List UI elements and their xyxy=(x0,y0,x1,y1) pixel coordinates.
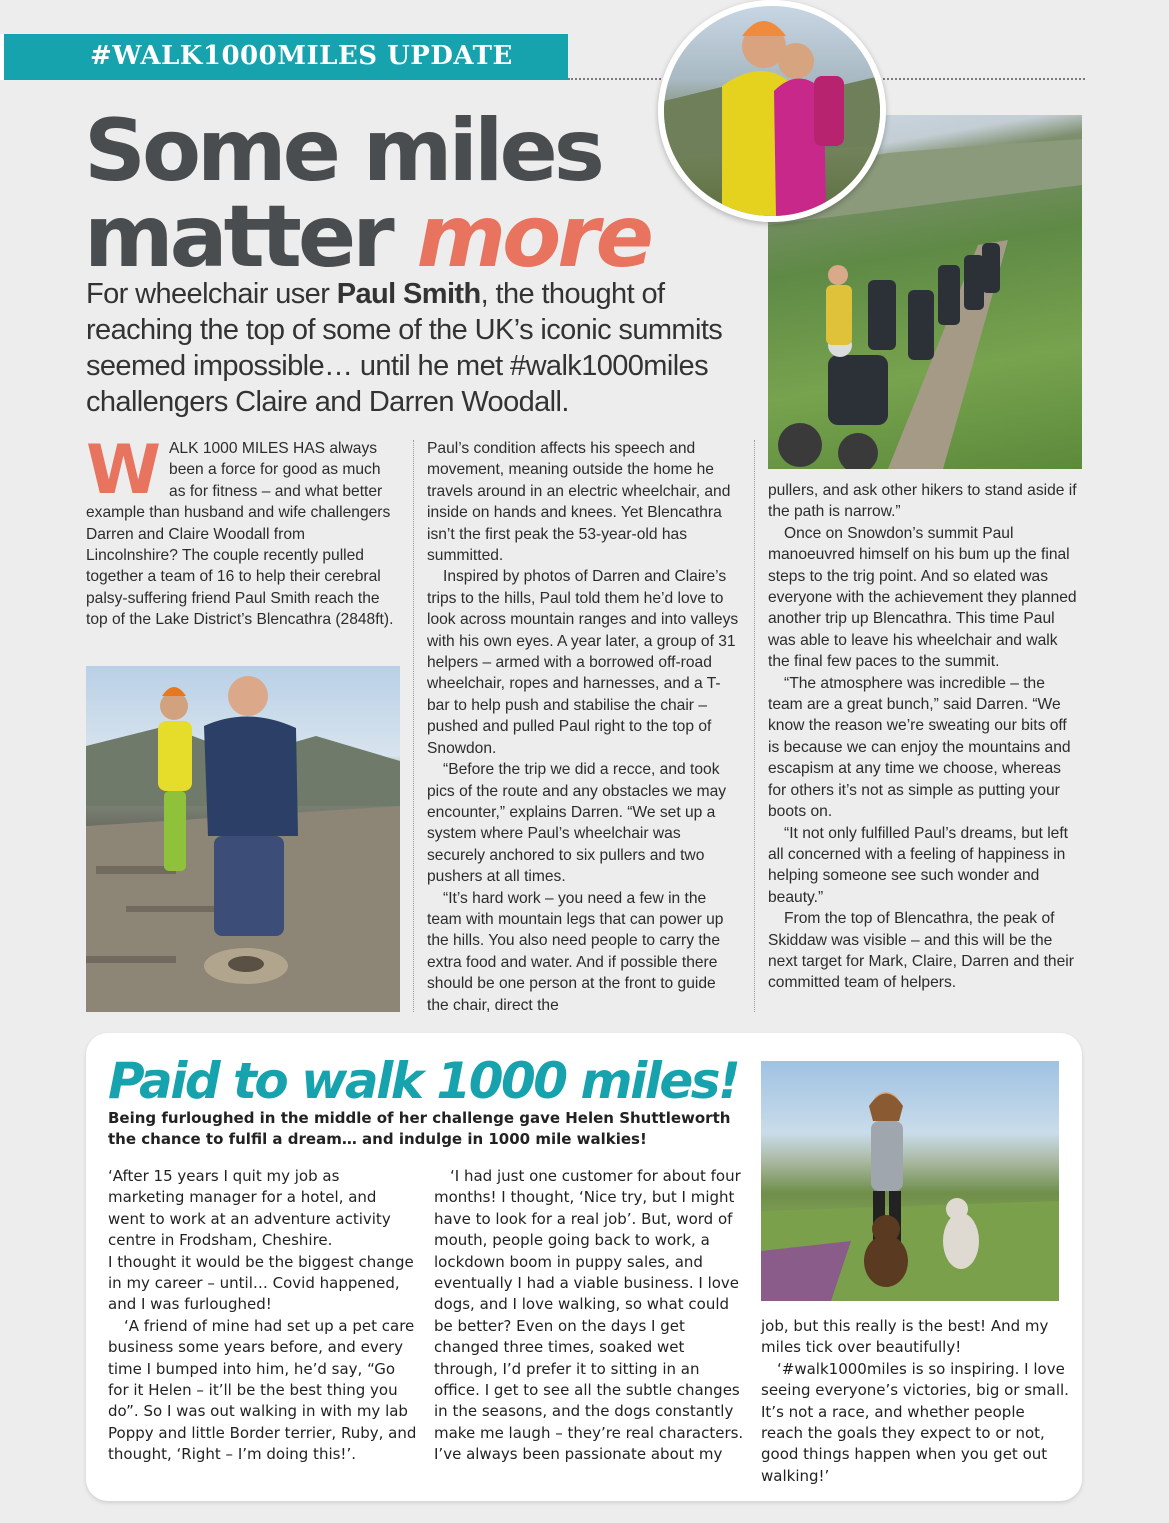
article-paragraph: “Before the trip we did a recce, and took pics of the route and any obstacles we may encounter,” explains Darren. “We set up a system where Paul’s wheelchair was securely anchored to six pullers and two pushers at all times. xyxy=(427,761,727,886)
article-paragraph: Once on Snowdon’s summit Paul manoeuvred himself on his bum up the final steps to the trig point. And so elated was everyone with the achievement they planned another trip up Blencathra. This time Paul was able to leave his wheelchair and walk the final few paces to the summit. xyxy=(768,524,1077,671)
column-divider xyxy=(413,440,414,1012)
boxout-paragraph: ‘I had just one customer for about four months! I thought, ‘Nice try, but I might have to look for a real job’. But, word of mouth, people going back to work, a lockdown boom in puppy sales, and eventually I had a viable business. I love dogs, and I love walking, so what could be better? Even on the days I get changed three times, soaked wet through, I’d prefer it to sitting in an office. I get to see all the subtle changes in the seasons, and the dogs constantly make me laugh – they’re real characters. I’ve always been passionate about my xyxy=(434,1167,744,1464)
article-paragraph: From the top of Blencathra, the peak of Skiddaw was visible – and this will be the next target for Mark, Claire, Darren and their committed team of helpers. xyxy=(768,910,1074,992)
standfirst xyxy=(86,276,746,420)
standfirst-before: For wheelchair user xyxy=(86,278,337,310)
headline-line2 xyxy=(84,187,650,287)
headline-line1: Some miles xyxy=(84,101,601,201)
boxout-paragraph: job, but this really is the best! And my miles tick over beautifully! xyxy=(761,1317,1049,1357)
summit-photo xyxy=(86,666,400,1012)
couple-portrait-photo xyxy=(658,0,886,222)
article-paragraph: “The atmosphere was incredible – the team are a great bunch,” said Darren. “We know the reason we’re sweating our bits off is because we can enjoy the mountains and escapism at any time we choose, whereas for others it’s not as simple as putting your boots on. xyxy=(768,674,1071,821)
article-column-3 xyxy=(768,480,1078,994)
boxout-column-1 xyxy=(108,1166,418,1466)
headline xyxy=(84,101,650,287)
standfirst-name: Paul Smith xyxy=(336,278,481,310)
summit-illustration xyxy=(86,666,400,1012)
helen-with-dogs-photo xyxy=(761,1061,1059,1301)
boxout-paragraph: ‘After 15 years I quit my job as marketing manager for a hotel, and went to work at an adventure activity centre in Frodsham, Cheshire. xyxy=(108,1167,391,1250)
headline-plain: matter xyxy=(84,187,417,287)
article-paragraph: pullers, and ask other hikers to stand aside if the path is narrow.” xyxy=(768,482,1077,521)
boxout-paragraph: ‘#walk1000miles is so inspiring. I love seeing everyone’s victories, big or small. It’s not a race, and whether people reach the goals they expect to or not, good things happen when you get out walking!’ xyxy=(761,1359,1069,1485)
boxout-intro: Being furloughed in the middle of her challenge gave Helen Shuttleworth the chance to fulfil a dream… and indulge in 1000 mile walkies! xyxy=(108,1109,731,1148)
drop-cap: W xyxy=(86,431,162,510)
article-column-2 xyxy=(427,438,741,1016)
boxout-column-2 xyxy=(434,1166,744,1466)
section-tag: #WALK1000MILES UPDATE xyxy=(90,41,513,71)
article-opening-text: ALK 1000 MILES HAS always been a force for good as much as for fitness – and what better example than husband and wife challengers Darren and Claire Woodall from Lincolnshire? The couple recently pulled together a team of 16 to help their cerebral palsy-suffering friend Paul Smith reach the top of the Lake District’s Blencathra (2848ft). xyxy=(86,440,394,629)
standfirst-after: , the thought of reaching the top of some of the UK’s iconic summits seemed impossible… until he met #walk1000miles challengers Claire and Darren Woodall. xyxy=(86,278,723,418)
article-paragraph xyxy=(86,431,398,631)
couple-illustration xyxy=(664,6,880,216)
headline-accent: more xyxy=(416,187,650,287)
section-tag-bar xyxy=(0,34,568,80)
boxout-column-3 xyxy=(761,1316,1071,1487)
article-paragraph: Paul’s condition affects his speech and movement, meaning outside the home he travels around in an electric wheelchair, and inside on hands and knees. Yet Blencathra isn’t the first peak the 53-year-old has summitted. xyxy=(427,440,731,565)
helen-illustration xyxy=(761,1061,1059,1301)
boxout-title: Paid to walk 1000 miles! xyxy=(108,1052,739,1110)
boxout-paragraph: I thought it would be the biggest change in my career – until… Covid happened, and I was furloughed! xyxy=(108,1252,414,1314)
article-paragraph: “It not only fulfilled Paul’s dreams, but left all concerned with a feeling of happiness in helping someone see such wonder and beauty.” xyxy=(768,824,1069,906)
column-divider xyxy=(754,440,755,1012)
article-paragraph: Inspired by photos of Darren and Claire’s trips to the hills, Paul told them he’d love to look across mountain ranges and into valleys with his own eyes. A year later, a group of 31 helpers – armed with a borrowed off-road wheelchair, ropes and harnesses, and a T-bar to help push and stabilise the chair – pushed and pulled Paul right to the top of Snowdon. xyxy=(427,568,739,757)
article-column-1 xyxy=(86,431,398,631)
article-paragraph: “It’s hard work – you need a few in the team with mountain legs that can power up the hills. You also need people to carry the extra food and water. And if possible there should be one person at the front to guide the chair, direct the xyxy=(427,889,724,1014)
boxout-paragraph: ‘A friend of mine had set up a pet care business some years before, and every time I bumped into him, he’d say, “Go for it Helen – it’ll be the best thing you do”. So I was out walking in with my lab Poppy and little Border terrier, Ruby, and thought, ‘Right – I’m doing this!’. xyxy=(108,1316,417,1464)
